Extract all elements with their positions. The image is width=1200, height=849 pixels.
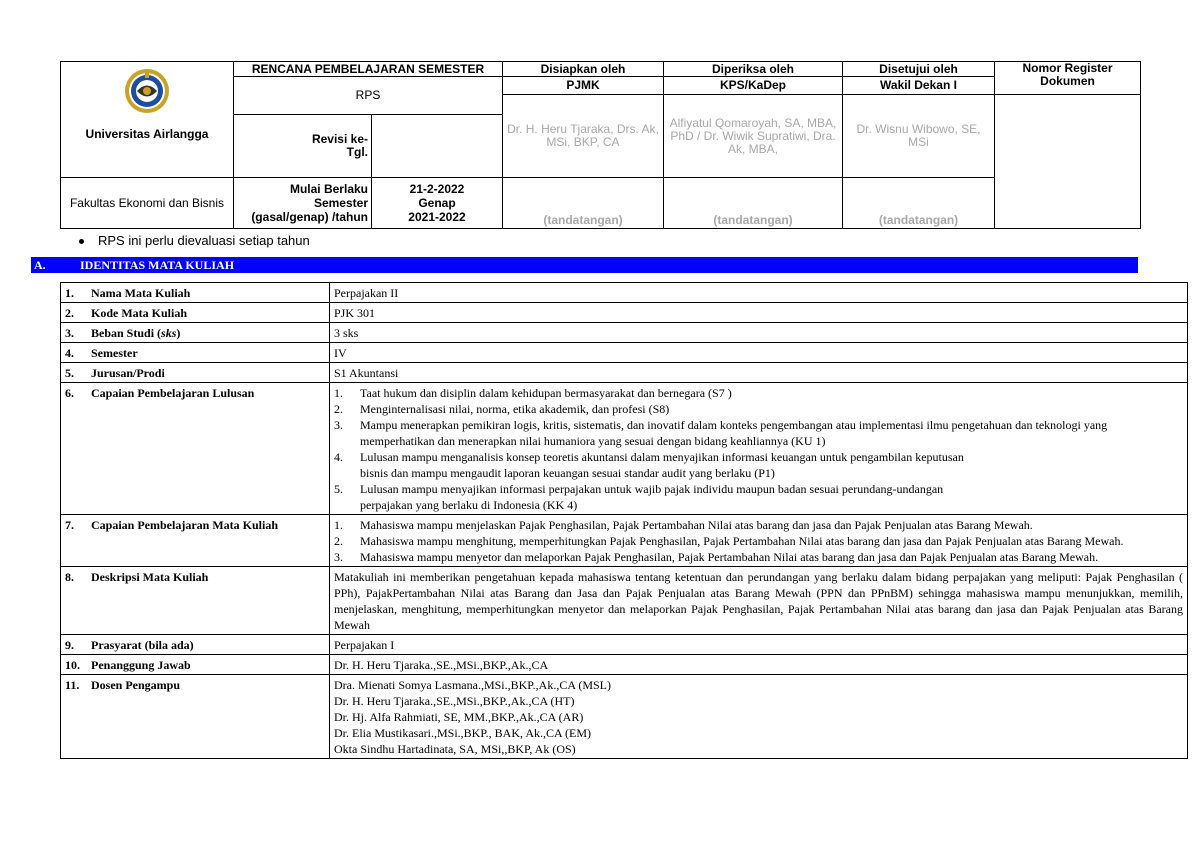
row-label: 5. Jurusan/Prodi [61, 363, 330, 383]
mulai-value: 21-2-2022 [409, 182, 465, 196]
faculty-name: Fakultas Ekonomi dan Bisnis [61, 178, 234, 229]
checked-by-heading: Diperiksa oleh [664, 62, 843, 77]
table-row [61, 567, 1188, 635]
section-title: IDENTITAS MATA KULIAH [80, 258, 235, 272]
list-item: 1. Mahasiswa mampu menjelaskan Pajak Penghasilan, Pajak Pertambahan Nilai atas barang dan jasa dan Pajak Penjualan atas Barang Mewah. [334, 518, 1033, 532]
lecturer-line: Dr. Elia Mustikasari.,MSi.,BKP., BAK, Ak.,CA (EM) [334, 726, 592, 740]
row-label: 2. Kode Mata Kuliah [61, 303, 330, 323]
row-label: 8. Deskripsi Mata Kuliah [61, 567, 330, 635]
approved-by-heading: Disetujui oleh [843, 62, 995, 77]
section-letter: A. [34, 258, 46, 272]
table-row [61, 343, 1188, 363]
row-value: Dr. H. Heru Tjaraka.,SE.,MSi.,BKP.,Ak.,CA [330, 655, 1188, 675]
lecturer-line: Dra. Mienati Somya Lasmana.,MSi.,BKP.,Ak.,CA (MSL) [334, 678, 611, 692]
rps-label: RPS [234, 77, 503, 115]
row-value: IV [330, 343, 1188, 363]
evaluation-note [79, 233, 310, 248]
section-a-header [31, 257, 1138, 273]
prepared-name: Dr. H. Heru Tjaraka, Drs. Ak, MSi, BKP, CA [503, 95, 664, 178]
revisi-label: Revisi ke- [311, 132, 368, 146]
table-row [61, 283, 1188, 303]
row-label: 6. Capaian Pembelajaran Lulusan [61, 383, 330, 515]
doc-title: RENCANA PEMBELAJARAN SEMESTER [234, 62, 503, 77]
table-row [61, 323, 1188, 343]
table-row [61, 363, 1188, 383]
revisi-value [372, 115, 503, 178]
approved-signature: (tandatangan) [843, 178, 995, 229]
mulai-values [372, 178, 503, 229]
row-label: 4. Semester [61, 343, 330, 363]
semester-label: Semester [313, 196, 368, 210]
row-value [330, 515, 1188, 567]
table-row [61, 515, 1188, 567]
row-value: S1 Akuntansi [330, 363, 1188, 383]
list-item: 4. Lulusan mampu menganalisis konsep teoretis akuntansi dalam menyajikan informasi keuangan untuk pengambilan keputusan bisnis dan mampu mengaudit laporan keuangan sesuai standar audit yang berlaku (P1) [334, 450, 964, 480]
revisi-cell [234, 115, 372, 178]
row-value [330, 383, 1188, 515]
table-row [61, 655, 1188, 675]
row-value: PJK 301 [330, 303, 1188, 323]
table-row [61, 383, 1188, 515]
evaluation-note-text: RPS ini perlu dievaluasi setiap tahun [98, 233, 310, 248]
list-item: 2. Mahasiswa mampu menghitung, memperhitungkan Pajak Penghasilan, Pajak Pertambahan Nilai atas barang dan jasa dan Pajak Penjualan atas Barang Mewah. [334, 534, 1124, 548]
list-item: 1. Taat hukum dan disiplin dalam kehidupan bermasyarakat dan bernegara (S7 ) [334, 386, 732, 400]
tahun-label: (gasal/genap) /tahun [251, 210, 368, 224]
row-value: Perpajakan II [330, 283, 1188, 303]
approved-role: Wakil Dekan I [843, 77, 995, 95]
register-label: Nomor Register Dokumen [995, 62, 1141, 95]
checked-signature: (tandatangan) [664, 178, 843, 229]
lecturer-line: Okta Sindhu Hartadinata, SA, MSi,,BKP, Ak (OS) [334, 742, 576, 756]
row-label: 7. Capaian Pembelajaran Mata Kuliah [61, 515, 330, 567]
identity-table [60, 282, 1188, 759]
checked-role: KPS/KaDep [664, 77, 843, 95]
row-value [330, 675, 1188, 759]
checked-name: Alfiyatul Qomaroyah, SA, MBA, PhD / Dr. Wiwik Supratiwi, Dra. Ak, MBA, [664, 95, 843, 178]
list-item: 3. Mampu menerapkan pemikiran logis, kritis, sistematis, dan inovatif dalam konteks pengembangan atau implementasi ilmu pengetahuan dan teknologi yang memperhatikan dan menerapkan nilai humaniora yang sesuai dengan bidang keahliannya (KU 1) [334, 418, 1108, 448]
cpmk-list [334, 517, 1183, 565]
lecturer-line: Dr. H. Heru Tjaraka.,SE.,MSi.,BKP.,Ak.,CA (HT) [334, 694, 575, 708]
prepared-role: PJMK [503, 77, 664, 95]
table-row [61, 303, 1188, 323]
cpl-list [334, 385, 1183, 513]
row-label: 9. Prasyarat (bila ada) [61, 635, 330, 655]
row-label: 11. Dosen Pengampu [61, 675, 330, 759]
row-value: 3 sks [330, 323, 1188, 343]
list-item: 2. Menginternalisasi nilai, norma, etika akademik, dan profesi (S8) [334, 402, 670, 416]
university-name: Universitas Airlangga [85, 127, 209, 141]
table-row [61, 635, 1188, 655]
lecturer-line: Dr. Hj. Alfa Rahmiati, SE, MM.,BKP.,Ak.,CA (AR) [334, 710, 584, 724]
document-header-table [60, 61, 1141, 229]
approved-name: Dr. Wisnu Wibowo, SE, MSi [843, 95, 995, 178]
mulai-labels [234, 178, 372, 229]
prepared-by-heading: Disiapkan oleh [503, 62, 664, 77]
semester-value: Genap [418, 196, 456, 210]
list-item: 5. Lulusan mampu menyajikan informasi perpajakan untuk wajib pajak individu maupun badan sesuai perundang-undangan perpajakan yang berlaku di Indonesia (KK 4) [334, 482, 944, 512]
row-value: Matakuliah ini memberikan pengetahuan kepada mahasiswa tentang ketentuan dan perundangan yang berlaku dalam bidang perpajakan yang meliputi: Pajak Penghasilan ( PPh), PajakPertambahan Nilai atas Barang dan Jasa dan Pajak Penjualan atas Barang Mewah (PPN dan PPnBM) sehingga mahasiswa mampu menunjukkan, memilih, menjelaskan, menghitung, memperhitungkan menyetor dan melaporkan Pajak Penghasilan, Pajak Pertambahan Nilai atas barang dan jasa dan Pajak Penjualan atas Barang Mewah [330, 567, 1188, 635]
bullet-icon [79, 239, 84, 244]
table-row [61, 675, 1188, 759]
row-value: Perpajakan I [330, 635, 1188, 655]
row-label: 3. Beban Studi (sks) [61, 323, 330, 343]
row-label: 10. Penanggung Jawab [61, 655, 330, 675]
row-label: 1. Nama Mata Kuliah [61, 283, 330, 303]
register-value [995, 95, 1141, 229]
tahun-value: 2021-2022 [408, 210, 466, 224]
list-item: 3. Mahasiswa mampu menyetor dan melaporkan Pajak Penghasilan, Pajak Pertambahan Nilai atas barang dan jasa dan Pajak Penjualan atas Barang Mewah. [334, 550, 1099, 564]
mulai-label: Mulai Berlaku [289, 182, 368, 196]
university-seal-icon [124, 68, 170, 114]
tgl-label: Tgl. [346, 145, 368, 159]
university-cell [61, 62, 234, 178]
prepared-signature: (tandatangan) [503, 178, 664, 229]
